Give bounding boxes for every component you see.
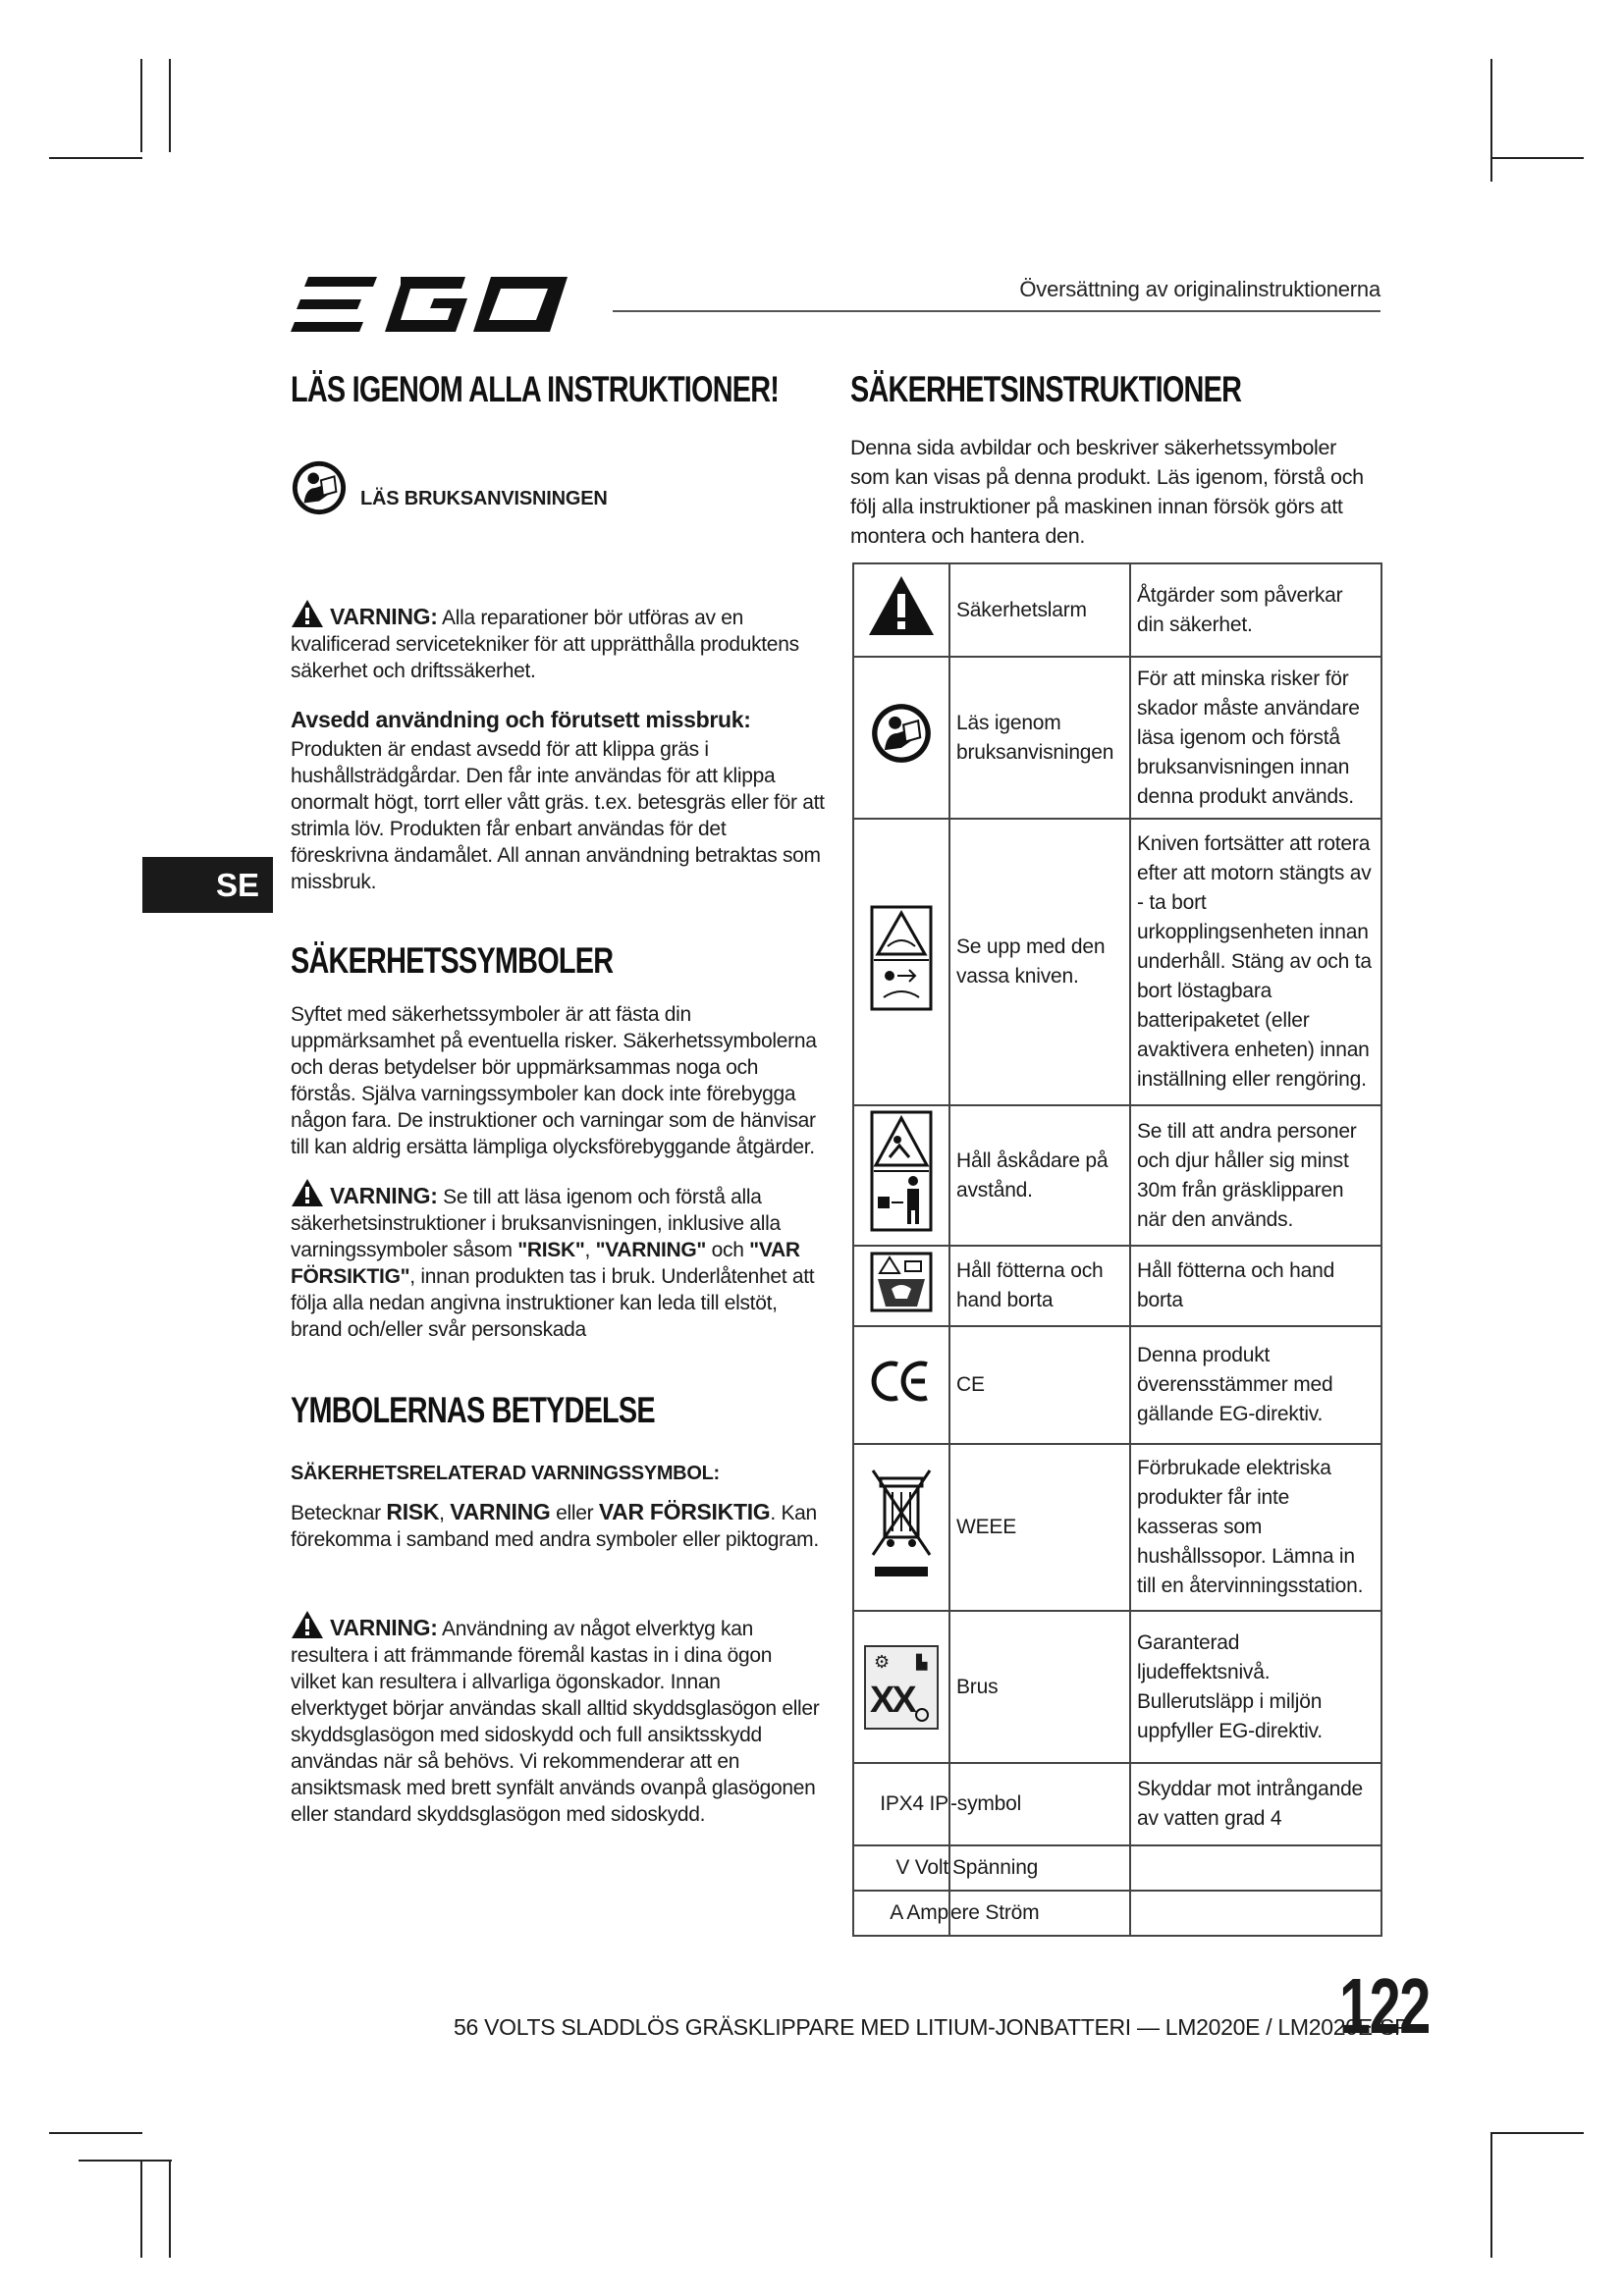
warning-label: VARNING: <box>330 1183 438 1208</box>
warning-label: VARNING: <box>330 604 438 629</box>
sharp-blade-icon <box>870 905 933 1011</box>
warning-triangle-icon <box>291 1610 324 1639</box>
noise-level-icon: ⚙ ▙ XX <box>864 1645 939 1730</box>
db-symbol <box>915 1708 929 1722</box>
weee-bin-icon <box>867 1465 936 1582</box>
crop-mark <box>140 2160 142 2258</box>
crop-mark <box>140 59 142 152</box>
language-tab: SE <box>142 857 273 913</box>
heading-symbol-meaning: YMBOLERNAS BETYDELSE <box>291 1390 655 1430</box>
crop-mark <box>169 2160 171 2258</box>
gear-icon: ⚙ <box>874 1651 890 1672</box>
table-row: A Amp ere Ström <box>853 1891 1381 1936</box>
keep-feet-away-icon <box>870 1252 933 1312</box>
alert-symbol-block: SÄKERHETSRELATERAD VARNINGSSYMBOL: Betecknar RISK, VARNING eller VAR FÖRSIKTIG. Kan förekomma i samband med andra symboler eller piktogram. <box>291 1461 821 1553</box>
warning-block-2: VARNING: Se till att läsa igenom och förstå alla säkerhetsinstruktioner i bruksanvisningen, inklusive alla varningssymboler såsom "RISK", "VARNING" och "VAR FÖRSIKTIG", innan produkten tas i bruk. Underlåtenhet att följa alla nedan angivna instruktioner kan leda till elstöt, brand och/eller svår personskada <box>291 1178 821 1343</box>
header-rule <box>613 310 1380 312</box>
table-row: IPX4 IP -symbol Skyddar mot intrångande av vatten grad 4 <box>853 1763 1381 1845</box>
warning-1-text: Alla reparationer bör utföras av en kvalificerad servicetekniker för att upprätthålla produktens säkerhet och driftssäkerhet. <box>291 607 799 682</box>
read-manual-label: LÄS BRUKSANVISNINGEN <box>360 488 608 509</box>
heading-read-all: LÄS IGENOM ALLA INSTRUKTIONER! <box>291 369 780 409</box>
warning-block-3 <box>291 1610 821 1828</box>
symbols-intro: Syftet med säkerhetssymboler är att fästa din uppmärksamhet på eventuella risker. Säkerhetssymbolerna och deras betydelser bör uppmärksammas noga och förstås. Själva varningssymboler kan dock inte förebygga någon fara. De instruktioner och varningar som de hänvisar till kan aldrig ersätta lämpliga olycksförebyggande åtgärder. <box>291 1003 817 1158</box>
table-row: Håll fötterna och hand borta Håll fötterna och hand borta <box>853 1246 1381 1326</box>
read-manual-icon <box>870 702 933 765</box>
table-row: Läs igenom bruksanvisningen För att minska risker för skador måste användare läsa igenom och förstå bruksanvisningen innan denna produkt används. <box>853 657 1381 819</box>
table-row: Se upp med den vassa kniven. Kniven fortsätter att rotera efter att motorn stängts av - ta bort urkopplingsenheten innan underhåll. Stäng av och ta bort löstagbara batteripaketet (eller avaktivera enheten) innan inställning eller rengöring. <box>853 819 1381 1105</box>
mower-icon: ▙ <box>916 1653 927 1670</box>
intended-use-block <box>291 707 825 895</box>
warning-triangle-icon <box>291 1178 324 1207</box>
heading-safety-symbols: SÄKERHETSSYMBOLER <box>291 940 614 981</box>
table-row: Håll åskådare på avstånd. Se till att andra personer och djur håller sig minst 30m från gräsklipparen när den används. <box>853 1105 1381 1246</box>
table-row: Säkerhetslarm Åtgärder som påverkar din säkerhet. <box>853 563 1381 657</box>
safety-symbol-table <box>852 562 1382 1937</box>
heading-safety-instructions: SÄKERHETSINSTRUKTIONER <box>850 369 1242 409</box>
crop-mark <box>1490 157 1584 159</box>
crop-mark <box>1490 59 1492 182</box>
table-row: V Volt Spänning <box>853 1845 1381 1891</box>
warning-triangle-icon <box>867 574 936 637</box>
crop-mark <box>1490 2132 1492 2258</box>
page-number: 122 <box>1339 1962 1430 2050</box>
ce-mark-icon <box>870 1357 933 1406</box>
read-manual-icon <box>291 459 348 516</box>
brand-logo <box>291 273 585 336</box>
intended-use-title: Avsedd användning och förutsett missbruk: <box>291 707 751 732</box>
table-row: ⚙ ▙ XX Brus Garanterad ljudeffektsnivå. Bullerutsläpp i miljön uppfyller EG-direktiv. <box>853 1611 1381 1763</box>
table-row: CE Denna produkt överensstämmer med gällande EG-direktiv. <box>853 1326 1381 1444</box>
warning-triangle-icon <box>291 599 324 628</box>
bystanders-icon <box>870 1110 933 1232</box>
footer-product-line: 56 VOLTS SLADDLÖS GRÄSKLIPPARE MED LITIUM-JONBATTERI — LM2020E / LM2020E-SP <box>454 2014 1410 2040</box>
warning-label: VARNING: <box>330 1615 438 1640</box>
alert-symbol-title: SÄKERHETSRELATERAD VARNINGSSYMBOL: <box>291 1463 720 1484</box>
intended-use-text: Produkten är endast avsedd för att klippa gräs i hushållsträdgårdar. Den får inte användas för att klippa onormalt högt, torrt eller vått gräs. t.ex. betesgräs eller för att strimla löv. Produkten får enbart användas för det föreskrivna ändamålet. All annan användning betraktas som missbruk. <box>291 738 825 893</box>
crop-mark <box>169 59 171 152</box>
table-row: WEEE Förbrukade elektriska produkter får inte kasseras som hushållssopor. Lämna in till en återvinningsstation. <box>853 1444 1381 1611</box>
warning-block-1 <box>291 599 821 684</box>
crop-mark <box>49 157 142 159</box>
crop-mark <box>1490 2132 1584 2134</box>
crop-mark <box>49 2132 142 2134</box>
crop-mark <box>79 2160 172 2162</box>
warning-3-text: Användning av något elverktyg kan resultera i att främmande föremål kastas in i dina ögon vilket kan resultera i allvarliga ögonskador. Innan elverktyget börjar användas skall alltid skyddsglasögon eller skyddsglasögon med sidoskydd och full ansiktsskydd användas när så behövs. Vi rekommenderar att en ansiktsmask med brett synfält används ovanpå glasögonen eller standard skyddsglasögon med sidoskydd. <box>291 1618 820 1826</box>
instructions-intro: Denna sida avbildar och beskriver säkerhetssymboler som kan visas på denna produkt. Läs igenom, förstå och följ alla instruktioner på maskinen innan försök görs att montera och hantera den. <box>850 436 1364 548</box>
header-title: Översättning av originalinstruktionerna <box>1019 277 1380 301</box>
